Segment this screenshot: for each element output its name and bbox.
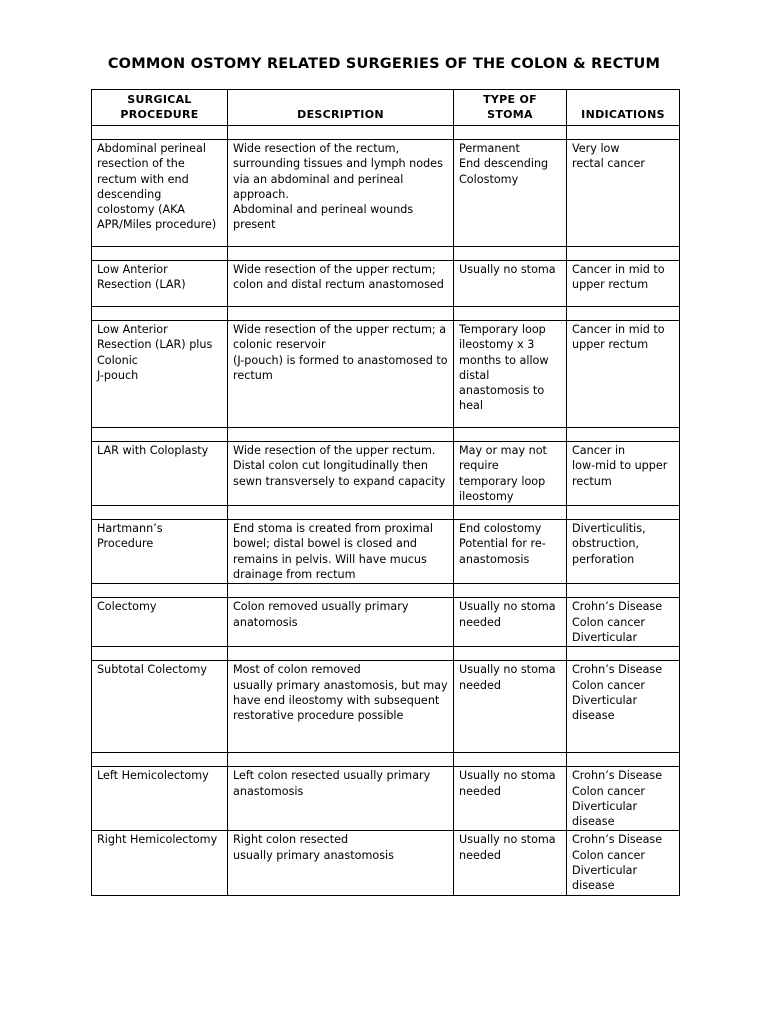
- procedure-cell: Right Hemicolectomy: [92, 831, 228, 895]
- header-procedure: SURGICAL PROCEDURE: [92, 90, 228, 126]
- header-description: DESCRIPTION: [228, 90, 454, 126]
- spacer-row: [92, 428, 680, 442]
- procedure-cell: LAR with Coloplasty: [92, 442, 228, 506]
- description-cell: Most of colon removed usually primary anastomosis, but may have end ileostomy with subsequent restorative procedure possible: [228, 661, 454, 753]
- indications-cell: Diverticulitis, obstruction, perforation: [567, 520, 680, 584]
- description-cell: End stoma is created from proximal bowel; distal bowel is closed and remains in pelvis. Will have mucus drainage from rectum: [228, 520, 454, 584]
- spacer-row: [92, 126, 680, 140]
- indications-cell: Crohn’s Disease Colon cancer Diverticular disease: [567, 831, 680, 895]
- indications-cell: Cancer in mid to upper rectum: [567, 261, 680, 307]
- stoma-cell: Usually no stoma needed: [454, 598, 567, 647]
- spacer-row: [92, 247, 680, 261]
- description-cell: Wide resection of the upper rectum; colon and distal rectum anastomosed: [228, 261, 454, 307]
- spacer-row: [92, 506, 680, 520]
- description-cell: Right colon resected usually primary anastomosis: [228, 831, 454, 895]
- stoma-cell: Temporary loop ileostomy x 3 months to allow distal anastomosis to heal: [454, 321, 567, 428]
- indications-cell: Crohn’s Disease Colon cancer Diverticular: [567, 598, 680, 647]
- table-row: [92, 442, 680, 506]
- spacer-row: [92, 584, 680, 598]
- header-stoma: TYPE OF STOMA: [454, 90, 567, 126]
- description-cell: Wide resection of the upper rectum; a colonic reservoir (J-pouch) is formed to anastomosed to rectum: [228, 321, 454, 428]
- procedure-cell: Low Anterior Resection (LAR): [92, 261, 228, 307]
- indications-cell: Very low rectal cancer: [567, 140, 680, 247]
- table-row: [92, 767, 680, 831]
- procedure-cell: Hartmann’s Procedure: [92, 520, 228, 584]
- header-indications: INDICATIONS: [567, 90, 680, 126]
- stoma-cell: Usually no stoma needed: [454, 661, 567, 753]
- table-row: [92, 520, 680, 584]
- table-row: [92, 831, 680, 895]
- indications-cell: Crohn’s Disease Colon cancer Diverticular disease: [567, 767, 680, 831]
- procedure-cell: Abdominal perineal resection of the rectum with end descending colostomy (AKA APR/Miles procedure): [92, 140, 228, 247]
- spacer-row: [92, 307, 680, 321]
- spacer-row: [92, 647, 680, 661]
- table-row: [92, 598, 680, 647]
- description-cell: Left colon resected usually primary anastomosis: [228, 767, 454, 831]
- stoma-cell: End colostomy Potential for re-anastomosis: [454, 520, 567, 584]
- table-row: [92, 261, 680, 307]
- header-row: [92, 90, 680, 126]
- procedure-cell: Subtotal Colectomy: [92, 661, 228, 753]
- surgeries-table: [91, 89, 680, 896]
- indications-cell: Crohn’s Disease Colon cancer Diverticular disease: [567, 661, 680, 753]
- procedure-cell: Low Anterior Resection (LAR) plus Colonic J-pouch: [92, 321, 228, 428]
- document-title: COMMON OSTOMY RELATED SURGERIES OF THE COLON & RECTUM: [107, 56, 661, 72]
- stoma-cell: Usually no stoma needed: [454, 767, 567, 831]
- table-row: [92, 140, 680, 247]
- table-row: [92, 661, 680, 753]
- procedure-cell: Left Hemicolectomy: [92, 767, 228, 831]
- description-cell: Wide resection of the upper rectum. Distal colon cut longitudinally then sewn transversely to expand capacity: [228, 442, 454, 506]
- table-row: [92, 321, 680, 428]
- indications-cell: Cancer in mid to upper rectum: [567, 321, 680, 428]
- stoma-cell: May or may not require temporary loop ileostomy: [454, 442, 567, 506]
- stoma-cell: Permanent End descending Colostomy: [454, 140, 567, 247]
- stoma-cell: Usually no stoma: [454, 261, 567, 307]
- spacer-row: [92, 753, 680, 767]
- indications-cell: Cancer in low-mid to upper rectum: [567, 442, 680, 506]
- procedure-cell: Colectomy: [92, 598, 228, 647]
- description-cell: Colon removed usually primary anatomosis: [228, 598, 454, 647]
- stoma-cell: Usually no stoma needed: [454, 831, 567, 895]
- description-cell: Wide resection of the rectum, surrounding tissues and lymph nodes via an abdominal and perineal approach. Abdominal and perineal wounds present: [228, 140, 454, 247]
